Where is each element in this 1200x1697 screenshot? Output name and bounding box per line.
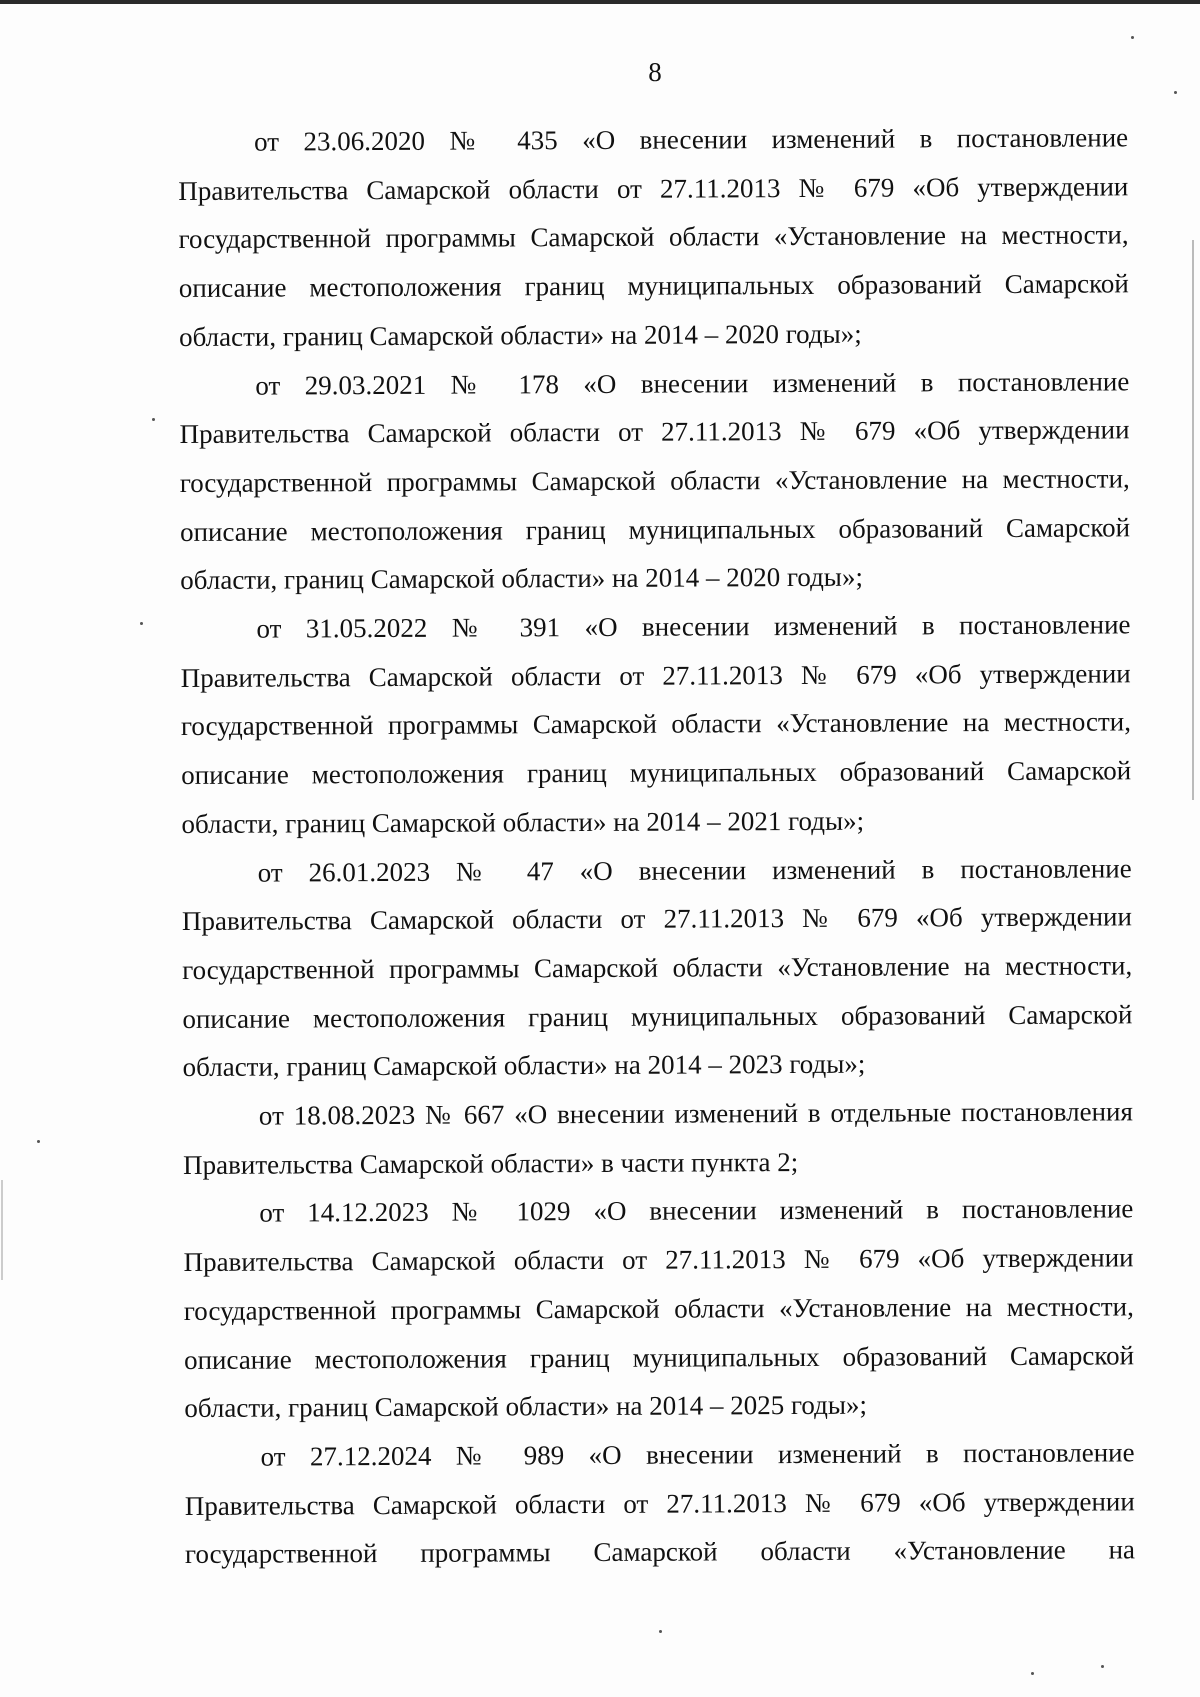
scan-speck [1131, 36, 1134, 39]
scan-speck [1031, 1672, 1034, 1675]
paragraph-decree-2021-178: от 29.03.2021 № 178 «О внесении изменений в постановление Правительства Самарской области от 27.11.2013 № 679 «Об утверждении государственной программы Самарской области «Установление на местности, описание местоположения границ муниципальных образований Самарской области, границ Самарской области» на 2014 – 2020 годы»; [179, 365, 1131, 596]
scan-speck [152, 418, 155, 421]
scan-speck [37, 1140, 40, 1143]
page-top-edge [0, 0, 1200, 4]
paragraph-decree-2023-667: от 18.08.2023 № 667 «О внесении изменений в отдельные постановления Правительства Самарской области» в части пункта 2; [183, 1096, 1133, 1180]
paragraph-decree-2024-989: от 27.12.2024 № 989 «О внесении изменений в постановление Правительства Самарской области от 27.11.2013 № 679 «Об утверждении государственной программы Самарской области «Установление на [184, 1437, 1136, 1570]
paragraph-decree-2020-435: от 23.06.2020 № 435 «О внесении изменений в постановление Правительства Самарской области от 27.11.2013 № 679 «Об утверждении государственной программы Самарской области «Установление на местности, описание местоположения границ муниципальных образований Самарской области, границ Самарской области» на 2014 – 2020 годы»; [178, 122, 1129, 352]
paragraph-decree-2023-1029: от 14.12.2023 № 1029 «О внесении изменений в постановление Правительства Самарской области от 27.11.2013 № 679 «Об утверждении государственной программы Самарской области «Установление на местности, описание местоположения границ муниципальных образований Самарской области, границ Самарской области» на 2014 – 2025 годы»; [183, 1193, 1135, 1424]
page-number: 8 [648, 57, 662, 87]
paragraph-decree-2022-391: от 31.05.2022 № 391 «О внесении изменений в постановление Правительства Самарской области от 27.11.2013 № 679 «Об утверждении государственной программы Самарской области «Установление на местности, описание местоположения границ муниципальных образований Самарской области, границ Самарской области» на 2014 – 2021 годы»; [180, 609, 1132, 839]
document-body [178, 113, 1135, 1579]
paragraph-decree-2023-47: от 26.01.2023 № 47 «О внесении изменений в постановление Правительства Самарской области от 27.11.2013 № 679 «Об утверждении государственной программы Самарской области «Установление на местности, описание местоположения границ муниципальных образований Самарской области, границ Самарской области» на 2014 – 2023 годы»; [181, 852, 1133, 1083]
scan-left-edge [1, 1180, 3, 1280]
scan-speck [1174, 91, 1177, 94]
scan-speck [1101, 1665, 1104, 1668]
scan-speck [659, 1630, 662, 1633]
scan-right-edge [1192, 240, 1194, 800]
scan-speck [140, 622, 143, 625]
